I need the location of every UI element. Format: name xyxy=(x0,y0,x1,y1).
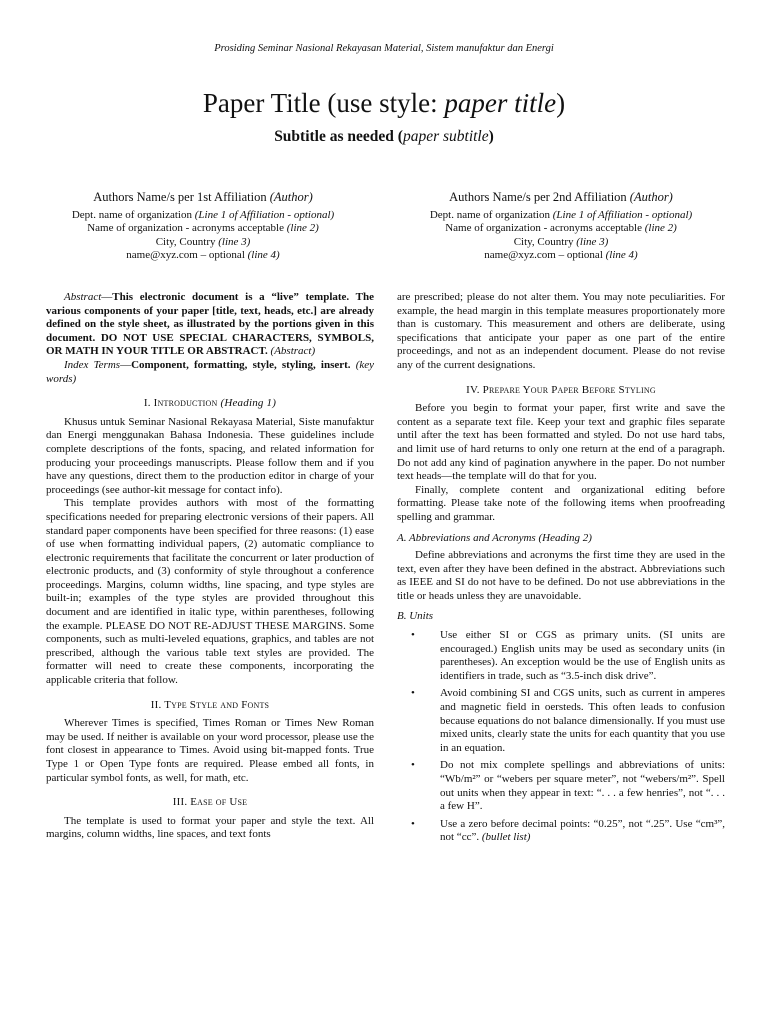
prepare-paragraph-1: Before you begin to format your paper, first write and save the content as a separate text file. Keep your text and graphic files separate until after the text has been formatted and styled. Do not use hard tabs, and limit use of hard returns to only one return at the end of a paragraph. Do not add any kind of pagination anywhere in the paper. Do not number text heads—the template will do that for you. xyxy=(397,402,725,483)
units-bullet-list xyxy=(397,629,725,845)
heading-introduction: I. Introduction (Heading 1) xyxy=(143,397,277,410)
right-column xyxy=(397,291,725,849)
bullet-icon: • xyxy=(411,759,415,772)
bullet-item: • Use a zero before decimal points: “0.25”, not “.25”. Use “cm³”, not “cc”. (bullet list) xyxy=(411,817,725,844)
bullet-item: • Do not mix complete spellings and abbreviations of units: “Wb/m²” or “webers per square meter”, not “webers/m²”. Spell out units when they appear in text: “. . . a few henries”, not “. . . a few H”. xyxy=(411,759,725,813)
author-affiliation-2 xyxy=(396,191,726,263)
affiliation-email: name@xyz.com – optional (line 4) xyxy=(484,249,638,262)
paper-title: Paper Title (use style: paper title) xyxy=(202,88,566,118)
heading-abbreviations: A. Abbreviations and Acronyms (Heading 2) xyxy=(397,531,592,544)
heading-prepare-paper: IV. Prepare Your Paper Before Styling xyxy=(466,383,656,396)
intro-paragraph-2: This template provides authors with most of the formatting specifications needed for preparing electronic versions of their papers. All standard paper components have been specified for three reasons: (1) ease of use when formatting individual papers, (2) automatic compliance to electronic requirements that facilitate the concurrent or later production of electronic products, and (3) conformity of style throughout a conference proceedings. Margins, column widths, line spacing, and type styles are built-in; examples of the type styles are provided throughout this document and are identified in italic type, within parentheses, following the example. PLEASE DO NOT RE-ADJUST THESE MARGINS. Some components, such as multi-leveled equations, graphics, and tables are not prescribed, although the various table text styles are provided. The formatter will need to create these components, incorporating the applicable criteria that follow. xyxy=(46,497,374,687)
affiliation-email: name@xyz.com – optional (line 4) xyxy=(126,249,280,262)
affiliation-org: Name of organization - acronyms acceptable (line 2) xyxy=(87,222,319,235)
intro-paragraph-1: Khusus untuk Seminar Nasional Rekayasa Material, Siste manufaktur dan Energi menggunakan Bahasa Indonesia. These guidelines include complete descriptions of the fonts, spacing, and related information for producing your proceedings manuscripts. Please follow them and if you have any questions, direct them to the production editor in charge of your proceedings (see author-kit message for contact info). xyxy=(46,415,374,496)
ease-paragraph-1: The template is used to format your paper and style the text. All margins, column widths, line spaces, and text fonts xyxy=(46,814,374,841)
bullet-icon: • xyxy=(411,817,415,830)
affiliation-dept: Dept. name of organization (Line 1 of Affiliation - optional) xyxy=(71,208,335,221)
prepare-paragraph-2: Finally, complete content and organizational editing before formatting. Please take note of the following items when proofreading spelling and grammar. xyxy=(397,483,725,523)
affiliation-dept: Dept. name of organization (Line 1 of Affiliation - optional) xyxy=(429,208,693,221)
ease-paragraph-continued: are prescribed; please do not alter them. You may note peculiarities. For example, the head margin in this template measures proportionately more than is customary. This measurement and others are deliberate, using specifications that anticipate your paper as one part of the entire proceedings, and not as an independent document. Please do not revise any of the current designations. xyxy=(397,291,725,371)
heading-ease-of-use: III. Ease of Use xyxy=(172,796,248,809)
abbr-paragraph-1: Define abbreviations and acronyms the first time they are used in the text, even after they have been defined in the abstract. Abbreviations such as IEEE and SI do not have to be defined. Do not use abbreviations in the title or heads unless they are unavoidable. xyxy=(397,549,725,602)
type-paragraph-1: Wherever Times is specified, Times Roman or Times New Roman may be used. If neither is available on your word processor, please use the font closest in appearance to Times. Avoid using bit-mapped fonts. True Type 1 or Open Type fonts are required. Please embed all fonts, in particular symbol fonts, as well, for math, etc. xyxy=(46,717,374,784)
left-column xyxy=(46,291,374,842)
bullet-item: • Use either SI or CGS as primary units. (SI units are encouraged.) English units may be used as secondary units (in parentheses). An exception would be the use of English units as identifiers in trade, such as “3.5-inch disk drive”. xyxy=(411,629,725,682)
author-affiliation-1 xyxy=(38,191,368,263)
heading-type-style: II. Type Style and Fonts xyxy=(150,698,270,711)
running-head: Prosiding Seminar Nasional Rekayasan Material, Sistem manufaktur dan Energi xyxy=(214,43,554,54)
affiliation-city: City, Country (line 3) xyxy=(513,235,609,248)
affiliation-city: City, Country (line 3) xyxy=(155,235,251,248)
bullet-icon: • xyxy=(411,629,415,642)
paper-subtitle: Subtitle as needed (paper subtitle) xyxy=(274,128,494,145)
author-name: Authors Name/s per 1st Affiliation (Author) xyxy=(93,190,313,204)
heading-units: B. Units xyxy=(397,610,434,623)
index-terms: Index Terms—Component, formatting, style, styling, insert. (key words) xyxy=(46,358,374,385)
affiliation-org: Name of organization - acronyms acceptable (line 2) xyxy=(445,222,677,235)
author-name: Authors Name/s per 2nd Affiliation (Author) xyxy=(449,190,673,204)
bullet-item: • Avoid combining SI and CGS units, such as current in amperes and magnetic field in oersteds. This often leads to confusion because equations do not balance dimensionally. If you must use mixed units, clearly state the units for each quantity that you use in an equation. xyxy=(411,687,725,754)
abstract: Abstract—This electronic document is a “live” template. The various components of your paper [title, text, heads, etc.] are already defined on the style sheet, as illustrated by the portions given in this document. DO NOT USE SPECIAL CHARACTERS, SYMBOLS, OR MATH IN YOUR TITLE OR ABSTRACT. (Abstract) xyxy=(46,291,374,358)
bullet-icon: • xyxy=(411,687,415,700)
